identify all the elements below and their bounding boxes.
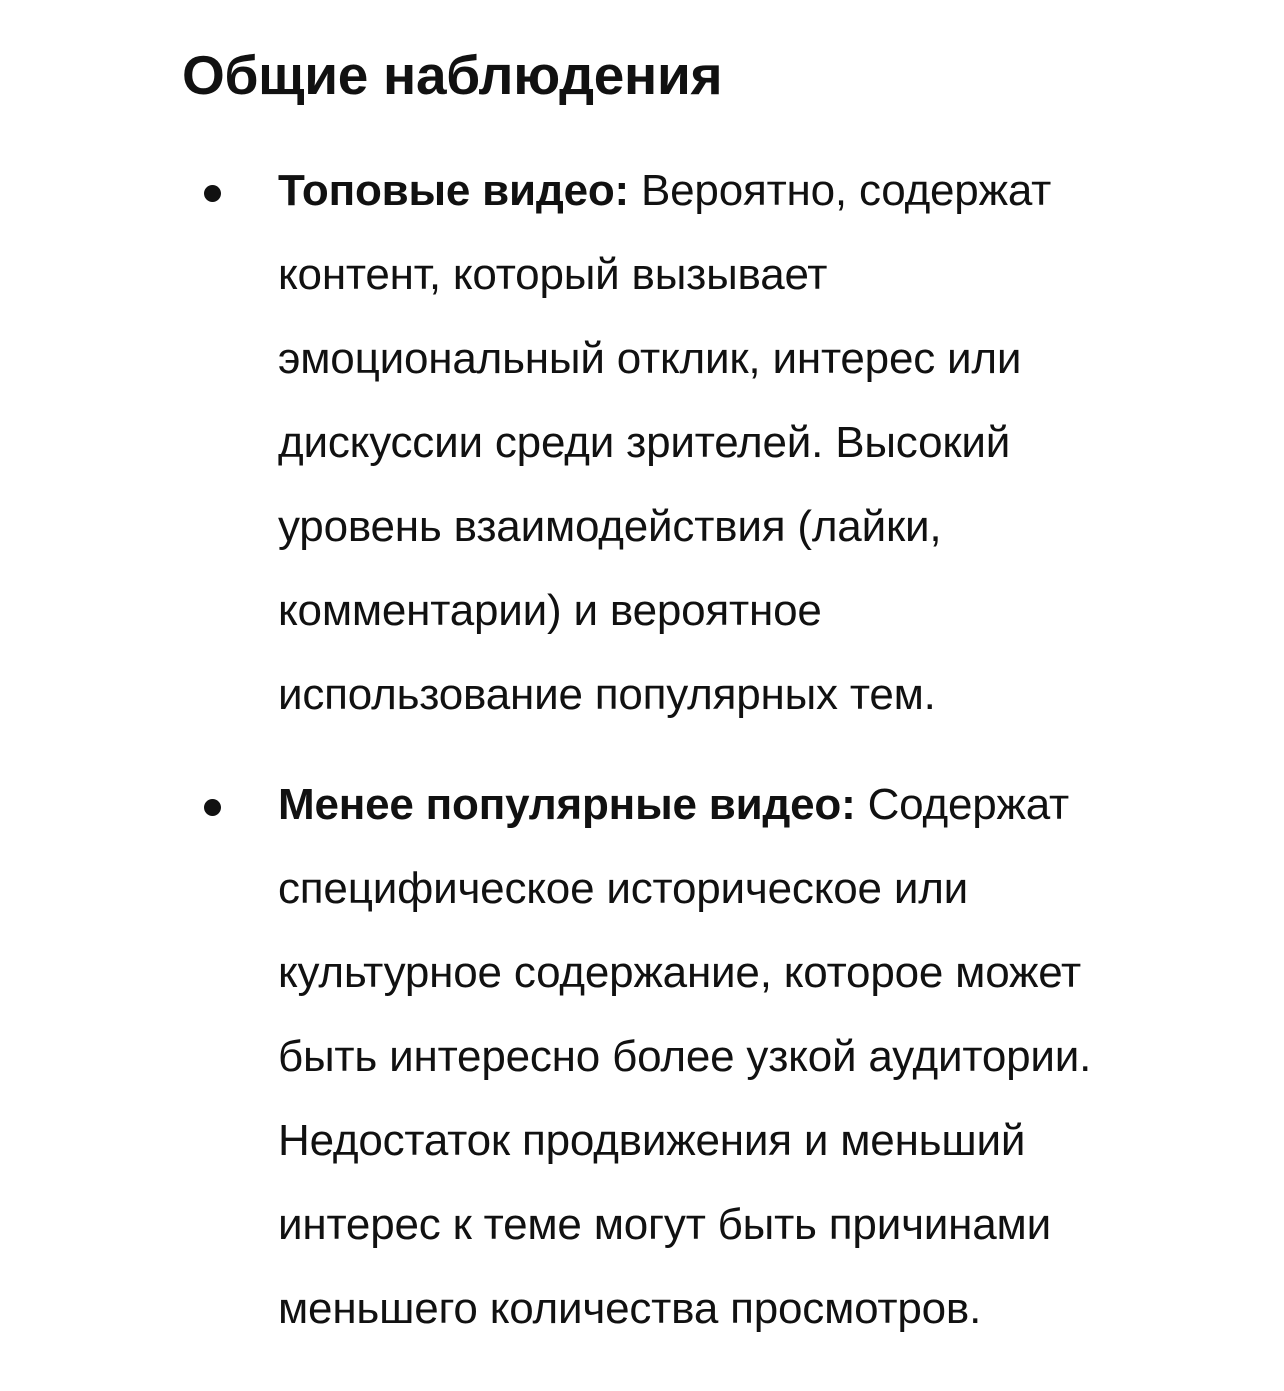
- list-item-line: уровень взаимодействия (лайки,: [278, 502, 942, 551]
- list-item-text: [278, 763, 1212, 1351]
- list-item-lead: Вероятно, содержат: [628, 166, 1052, 215]
- list-item-first-line: [278, 763, 1212, 847]
- list-item-first-line: [278, 149, 1212, 233]
- section-heading: Общие наблюдения: [182, 44, 723, 106]
- list-item-line: Недостаток продвижения и меньший: [278, 1116, 1026, 1165]
- list-item-text: [278, 149, 1212, 737]
- observations-list: [182, 149, 1212, 1351]
- list-item-line: культурное содержание, которое может: [278, 948, 1081, 997]
- list-item-lead: Содержат: [855, 780, 1069, 829]
- bullet-icon: [204, 799, 221, 816]
- list-item-title: Топовые видео:: [278, 166, 629, 215]
- list-item: [182, 763, 1212, 1351]
- list-item: [182, 149, 1212, 737]
- list-item-line: комментарии) и вероятное: [278, 586, 822, 635]
- list-item-line: дискуссии среди зрителей. Высокий: [278, 418, 1011, 467]
- list-item-line: специфическое историческое или: [278, 864, 969, 913]
- list-item-title: Менее популярные видео:: [278, 780, 856, 829]
- list-item-line: эмоциональный отклик, интерес или: [278, 334, 1022, 383]
- list-item-line: использование популярных тем.: [278, 670, 936, 719]
- list-item-line: быть интересно более узкой аудитории.: [278, 1032, 1092, 1081]
- bullet-icon: [204, 185, 221, 202]
- list-item-line: интерес к теме могут быть причинами: [278, 1200, 1051, 1249]
- list-item-line: контент, который вызывает: [278, 250, 828, 299]
- list-item-line: меньшего количества просмотров.: [278, 1284, 982, 1333]
